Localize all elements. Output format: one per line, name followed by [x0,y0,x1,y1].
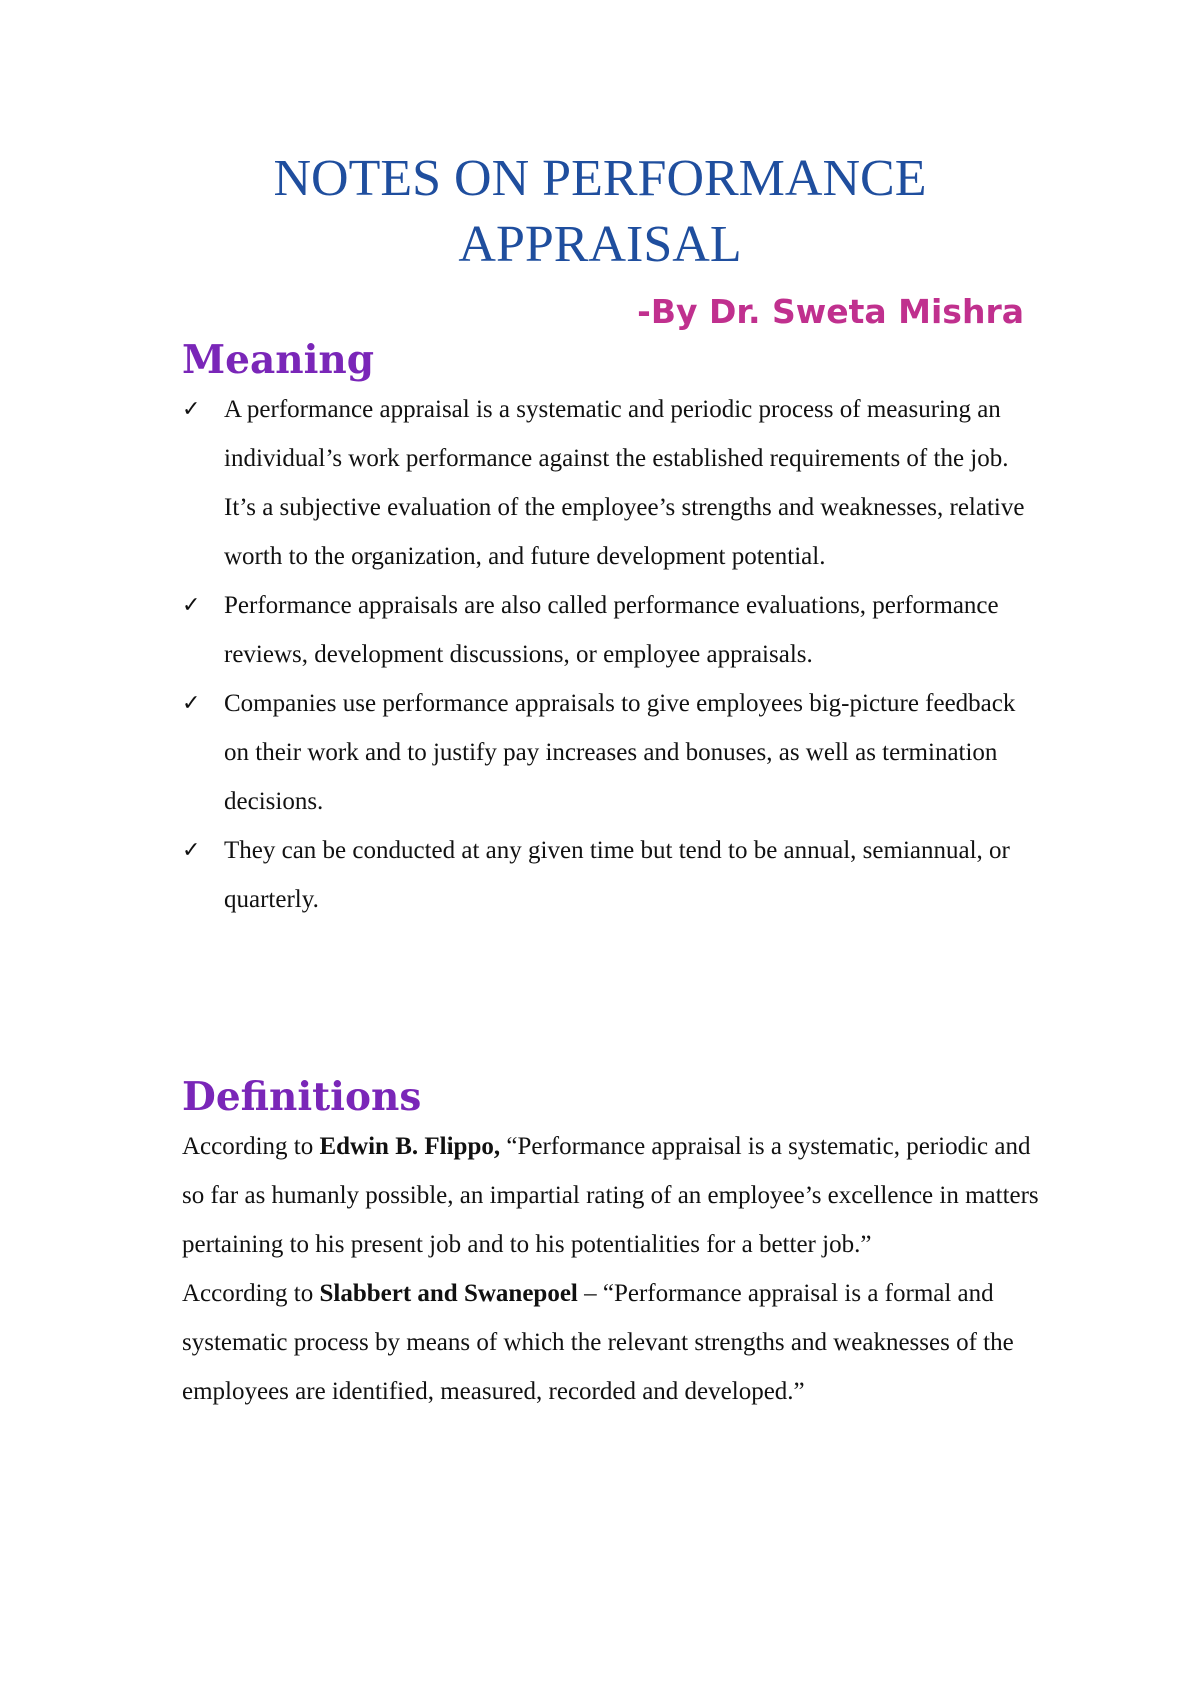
definitions-heading: Definitions [182,1074,422,1120]
author-byline: -By Dr. Sweta Mishra [637,292,1024,331]
bullet-text: A performance appraisal is a systematic and periodic process of measuring an individual’s work performance against the established requirements of the job. It’s a subjective evaluation of the employee’s strengths and weaknesses, relative worth to the organization, and future development potential. [224,396,1025,570]
list-item [182,385,1042,581]
definition-author: Slabbert and Swanepoel [319,1280,578,1307]
definition-quote: “Performance appraisal is a systematic, periodic and so far as humanly possible, an impartial rating of an employee’s excellence in matters pertaining to his present job and to his potentialities for a better job.” [182,1133,1039,1258]
definition-quote: – “Performance appraisal is a formal and systematic process by means of which the relevant strengths and weaknesses of the employees are identified, measured, recorded and developed.” [182,1280,1014,1405]
definition-paragraph [182,1122,1042,1269]
checkmark-icon: ✓ [182,691,201,716]
list-item [182,581,1042,679]
meaning-bullet-list [182,385,1042,924]
title-line-2: APPRAISAL [458,216,742,273]
definition-author: Edwin B. Flippo, [319,1133,501,1160]
list-item [182,826,1042,924]
definition-prefix: According to [182,1133,320,1160]
checkmark-icon: ✓ [182,397,201,422]
definition-paragraph [182,1269,1042,1416]
definitions-body [182,1122,1042,1416]
list-item [182,679,1042,826]
checkmark-icon: ✓ [182,838,201,863]
meaning-heading: Meaning [182,337,375,383]
checkmark-icon: ✓ [182,593,201,618]
bullet-text: Companies use performance appraisals to give employees big-picture feedback on their work and to justify pay increases and bonuses, as well as termination decisions. [224,690,1016,815]
definition-prefix: According to [182,1280,320,1307]
title-line-1: NOTES ON PERFORMANCE [273,150,927,207]
document-title [0,146,1200,278]
bullet-text: They can be conducted at any given time but tend to be annual, semiannual, or quarterly. [224,837,1010,913]
bullet-text: Performance appraisals are also called performance evaluations, performance reviews, development discussions, or employee appraisals. [224,592,999,668]
